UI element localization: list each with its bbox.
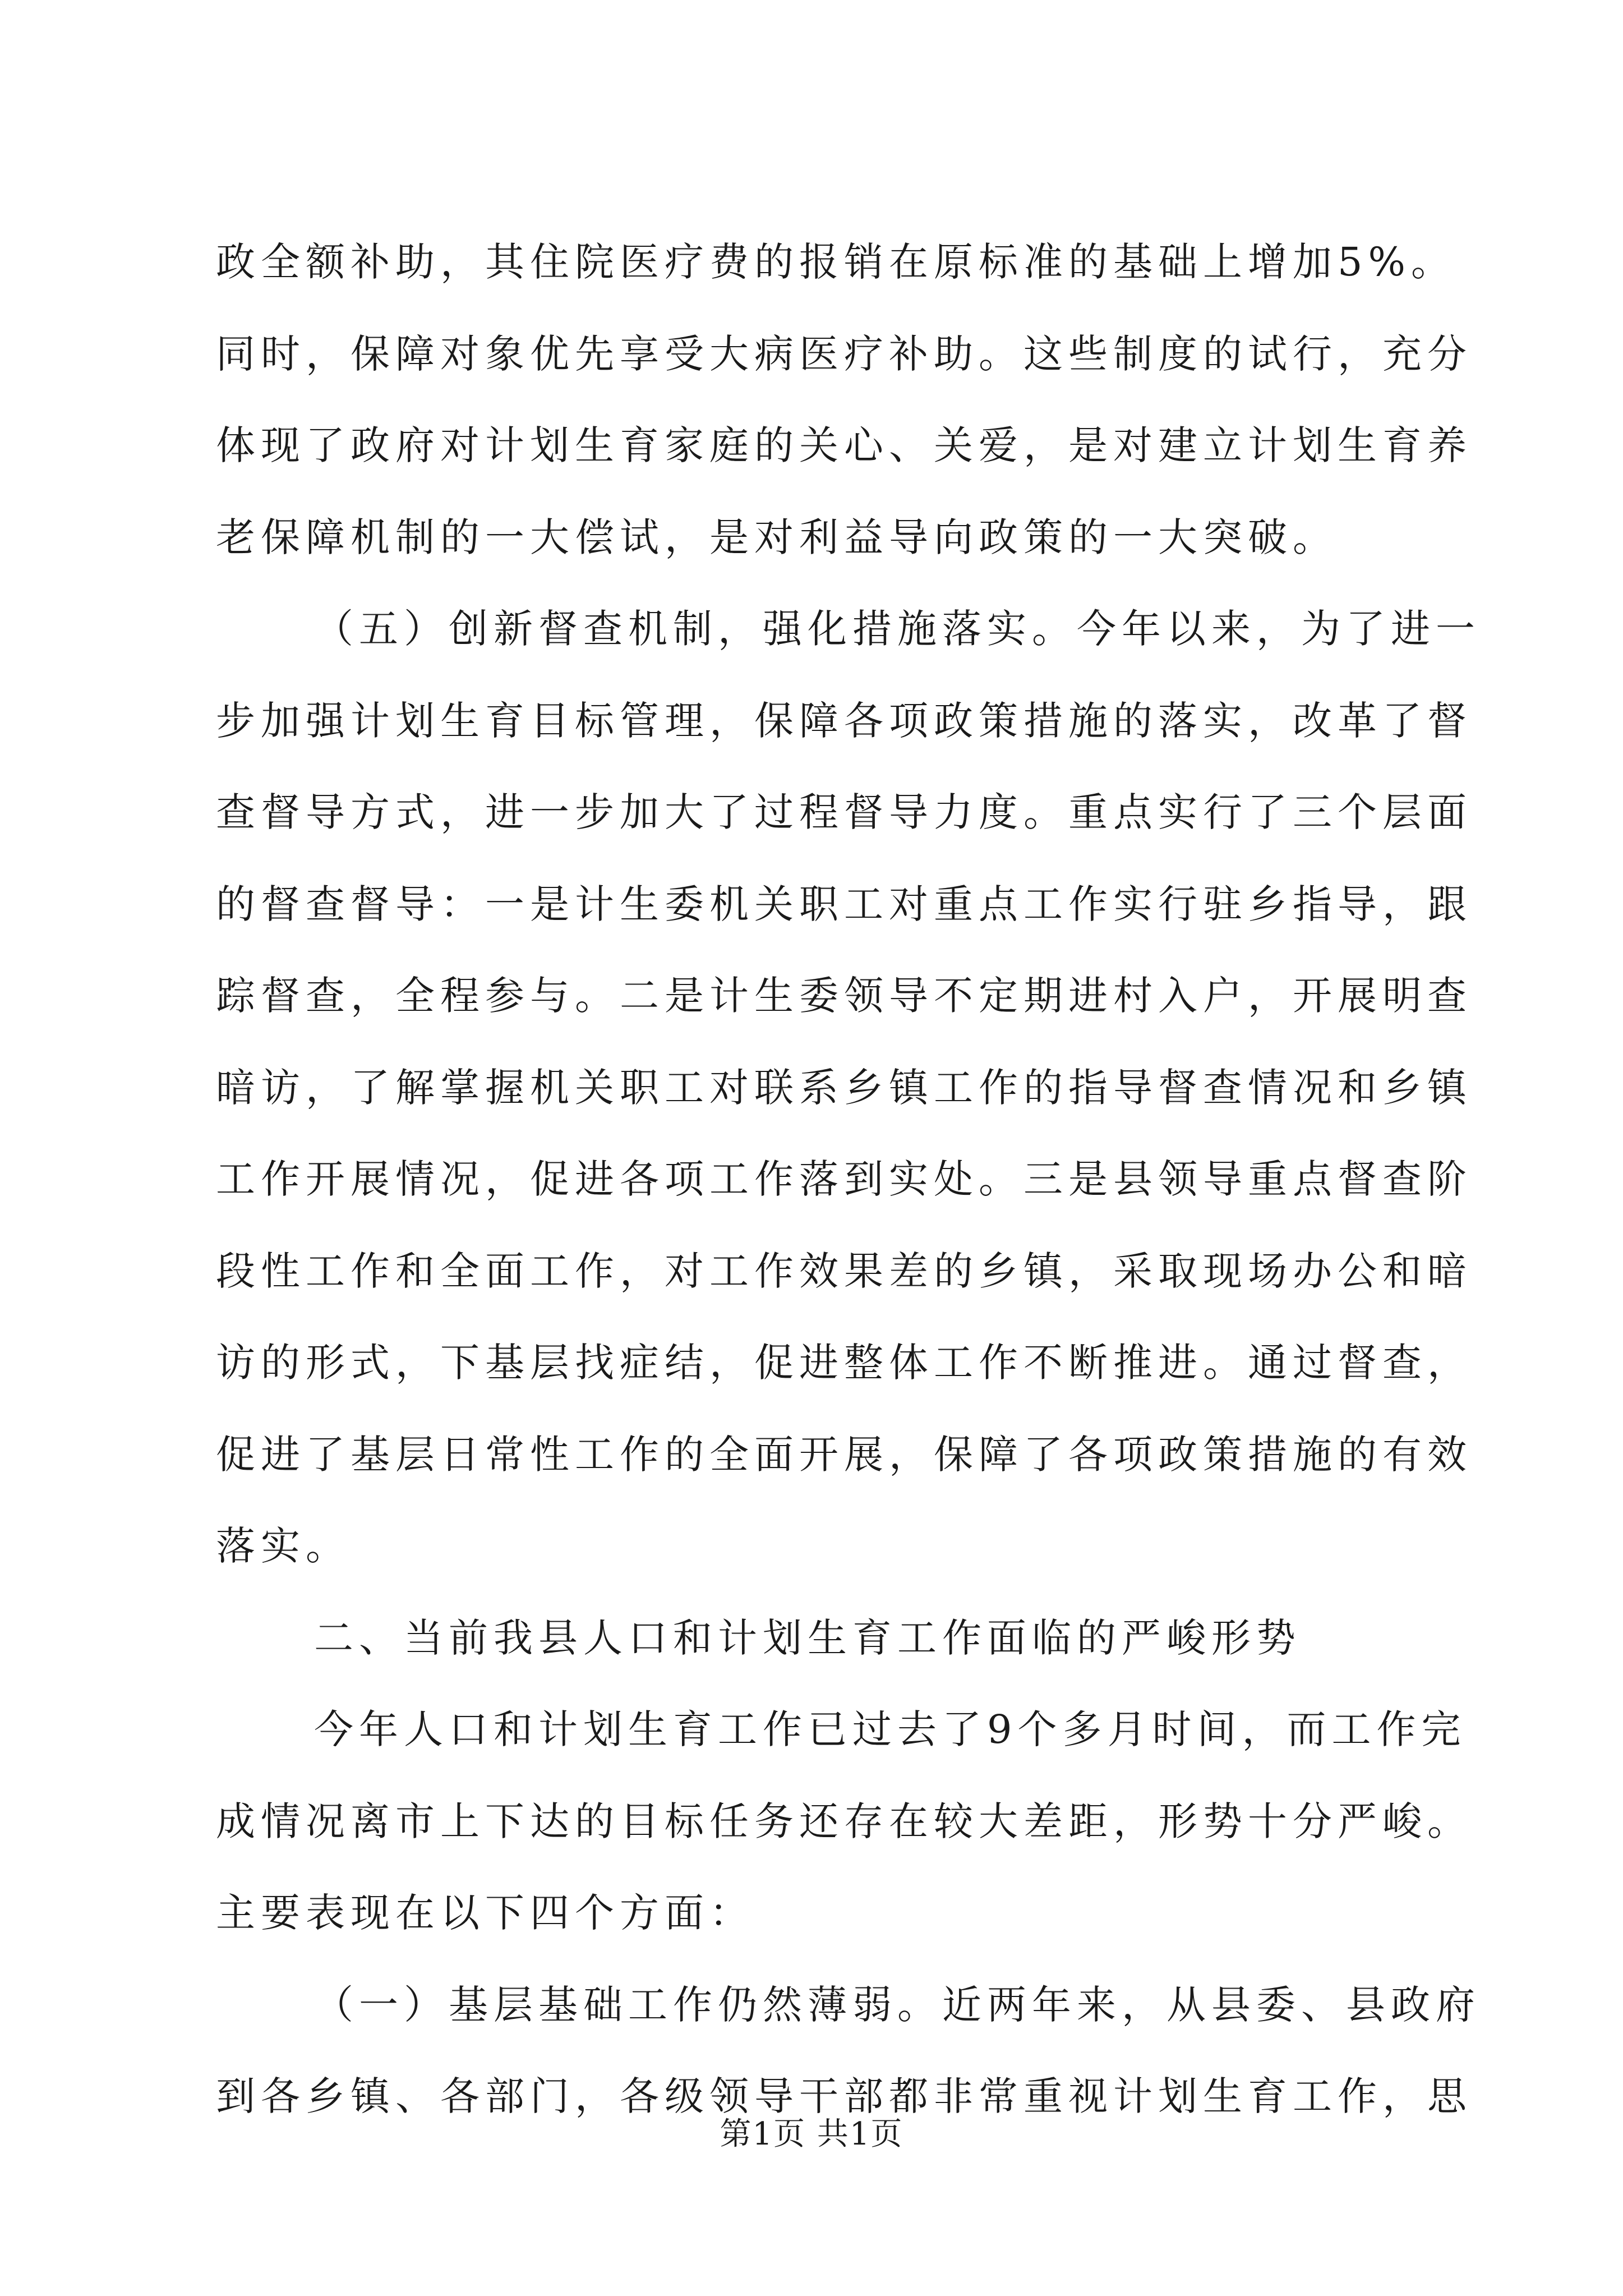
text-line: 成情况离市上下达的目标任务还存在较大差距，形势十分严峻。 xyxy=(216,1798,1472,1844)
section-heading: 二、当前我县人口和计划生育工作面临的严峻形势 xyxy=(314,1614,1301,1661)
text-line: （一）基层基础工作仍然薄弱。近两年来，从县委、县政府 xyxy=(314,1981,1481,2028)
text-line: 查督导方式，进一步加大了过程督导力度。重点实行了三个层面 xyxy=(216,789,1472,835)
text-line: 工作开展情况，促进各项工作落到实处。三是县领导重点督查阶 xyxy=(216,1156,1472,1202)
text-line: 今年人口和计划生育工作已过去了9个多月时间，而工作完 xyxy=(314,1706,1467,1752)
text-line: 步加强计划生育目标管理，保障各项政策措施的落实，改革了督 xyxy=(216,697,1472,744)
text-line: 政全额补助，其住院医疗费的报销在原标准的基础上增加5%。 xyxy=(216,239,1456,285)
text-line: 老保障机制的一大偿试，是对利益导向政策的一大突破。 xyxy=(216,514,1338,560)
page-footer: 第1页 共1页 xyxy=(720,2116,903,2152)
text-line: 段性工作和全面工作，对工作效果差的乡镇，采取现场办公和暗 xyxy=(216,1248,1472,1294)
body-text xyxy=(216,217,1481,2143)
text-line: 主要表现在以下四个方面： xyxy=(216,1890,754,1936)
text-line: 体现了政府对计划生育家庭的关心、关爱，是对建立计划生育养 xyxy=(216,422,1472,468)
text-line: 落实。 xyxy=(216,1523,351,1569)
text-line: 的督查督导：一是计生委机关职工对重点工作实行驻乡指导，跟 xyxy=(216,881,1472,927)
text-line: 同时，保障对象优先享受大病医疗补助。这些制度的试行，充分 xyxy=(216,330,1472,377)
text-line: 暗访，了解掌握机关职工对联系乡镇工作的指导督查情况和乡镇 xyxy=(216,1064,1472,1111)
text-line: 到各乡镇、各部门，各级领导干部都非常重视计划生育工作，思 xyxy=(216,2073,1472,2119)
text-line: 踪督查，全程参与。二是计生委领导不定期进村入户，开展明查 xyxy=(216,973,1472,1019)
text-line: 访的形式，下基层找症结，促进整体工作不断推进。通过督查， xyxy=(216,1340,1472,1386)
text-line: （五）创新督查机制，强化措施落实。今年以来，为了进一 xyxy=(314,606,1481,652)
text-line: 促进了基层日常性工作的全面开展，保障了各项政策措施的有效 xyxy=(216,1431,1472,1478)
